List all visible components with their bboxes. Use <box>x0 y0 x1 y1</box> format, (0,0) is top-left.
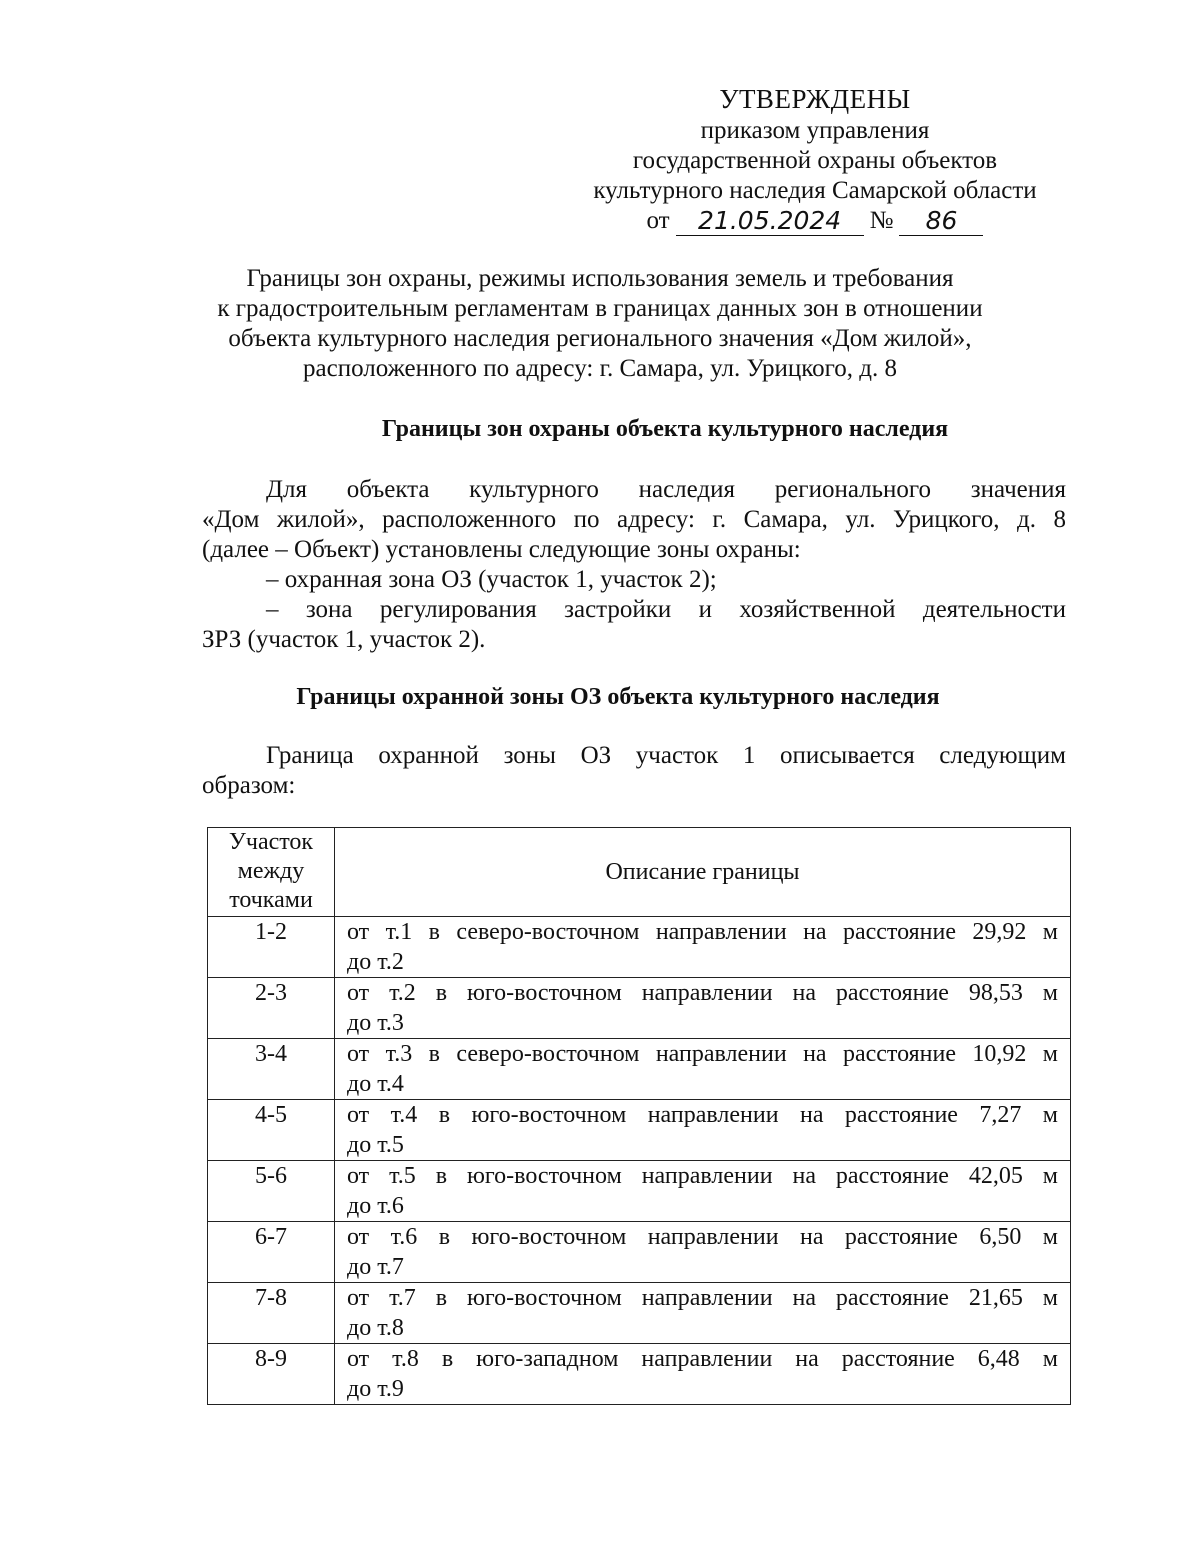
segment-cell: 5-6 <box>208 1161 335 1222</box>
description-cell <box>335 1283 1071 1344</box>
header-segment <box>208 828 335 917</box>
description-line-2: до т.6 <box>347 1193 404 1219</box>
segment-cell: 1-2 <box>208 917 335 978</box>
section-1-paragraph <box>202 475 1066 655</box>
description-cell <box>335 1161 1071 1222</box>
approval-stamp <box>560 84 1070 236</box>
heading-line-2: к градостроительным регламентам в границах данных зон в отношении <box>217 295 983 322</box>
table-row <box>208 1344 1071 1405</box>
segment-cell: 2-3 <box>208 978 335 1039</box>
description-line-2: до т.5 <box>347 1132 404 1158</box>
header-segment-line-3: точками <box>229 887 313 913</box>
table-header-row <box>208 828 1071 917</box>
boundary-table <box>207 827 1071 1405</box>
from-label: от <box>646 207 670 234</box>
table-row <box>208 1100 1071 1161</box>
paragraph-line: (далее – Объект) установлены следующие зоны охраны: <box>202 536 801 563</box>
description-cell <box>335 917 1071 978</box>
segment-cell: 8-9 <box>208 1344 335 1405</box>
header-segment-line-1: Участок <box>228 829 314 855</box>
description-line-2: до т.7 <box>347 1254 404 1280</box>
description-line-2: до т.8 <box>347 1315 404 1341</box>
segment-cell: 3-4 <box>208 1039 335 1100</box>
section-2-title: Границы охранной зоны ОЗ объекта культурного наследия <box>296 684 940 710</box>
paragraph-line: образом: <box>202 772 296 799</box>
paragraph-line: «Дом жилой», расположенного по адресу: г. Самара, ул. Урицкого, д. 8 <box>202 506 1066 533</box>
approval-line-2: государственной охраны объектов <box>632 147 998 174</box>
description-line-2: до т.9 <box>347 1376 404 1402</box>
table-row <box>208 917 1071 978</box>
paragraph-line: Для объекта культурного наследия регионального значения <box>266 476 1066 503</box>
order-number-handwritten: 86 <box>899 207 983 236</box>
zone-list-item-2-cont: ЗРЗ (участок 1, участок 2). <box>202 626 486 653</box>
description-cell <box>335 1344 1071 1405</box>
approval-title: УТВЕРЖДЕНЫ <box>719 84 911 114</box>
heading-line-1: Границы зон охраны, режимы использования земель и требования <box>246 265 954 292</box>
section-1-title: Границы зон охраны объекта культурного наследия <box>381 416 949 442</box>
table-row <box>208 1039 1071 1100</box>
approval-line-3: культурного наследия Самарской области <box>593 177 1037 204</box>
description-line-1: от т.8 в юго-западном направлении на расстояние 6,48 м <box>347 1346 1058 1372</box>
description-line-1: от т.5 в юго-восточном направлении на расстояние 42,05 м <box>347 1163 1058 1189</box>
section-2-paragraph <box>202 741 1066 801</box>
description-cell <box>335 978 1071 1039</box>
zone-list-item-2: – зона регулирования застройки и хозяйственной деятельности <box>266 596 1066 623</box>
heading-line-3: объекта культурного наследия регионального значения «Дом жилой», <box>228 325 972 352</box>
order-date-number <box>560 206 1070 236</box>
approval-line-1: приказом управления <box>700 117 930 144</box>
description-line-1: от т.3 в северо-восточном направлении на расстояние 10,92 м <box>347 1041 1058 1067</box>
segment-cell: 7-8 <box>208 1283 335 1344</box>
header-description: Описание границы <box>335 828 1071 917</box>
description-line-2: до т.4 <box>347 1071 404 1097</box>
table-row <box>208 978 1071 1039</box>
paragraph-line: Граница охранной зоны ОЗ участок 1 описывается следующим <box>266 742 1066 769</box>
table-row <box>208 1283 1071 1344</box>
table-row <box>208 1222 1071 1283</box>
description-line-1: от т.1 в северо-восточном направлении на расстояние 29,92 м <box>347 919 1058 945</box>
segment-cell: 4-5 <box>208 1100 335 1161</box>
description-line-2: до т.3 <box>347 1010 404 1036</box>
table-row <box>208 1161 1071 1222</box>
header-segment-line-2: между <box>237 858 305 884</box>
segment-cell: 6-7 <box>208 1222 335 1283</box>
heading-line-4: расположенного по адресу: г. Самара, ул. Урицкого, д. 8 <box>303 355 897 382</box>
description-line-1: от т.7 в юго-восточном направлении на расстояние 21,65 м <box>347 1285 1058 1311</box>
document-heading <box>160 264 1040 384</box>
number-sign: № <box>869 207 894 234</box>
description-line-1: от т.6 в юго-восточном направлении на расстояние 6,50 м <box>347 1224 1058 1250</box>
description-cell <box>335 1222 1071 1283</box>
zone-list-item-1: – охранная зона ОЗ (участок 1, участок 2); <box>266 566 717 593</box>
description-line-2: до т.2 <box>347 949 404 975</box>
description-cell <box>335 1100 1071 1161</box>
order-date-handwritten: 21.05.2024 <box>676 207 864 236</box>
description-line-1: от т.4 в юго-восточном направлении на расстояние 7,27 м <box>347 1102 1058 1128</box>
description-line-1: от т.2 в юго-восточном направлении на расстояние 98,53 м <box>347 980 1058 1006</box>
description-cell <box>335 1039 1071 1100</box>
